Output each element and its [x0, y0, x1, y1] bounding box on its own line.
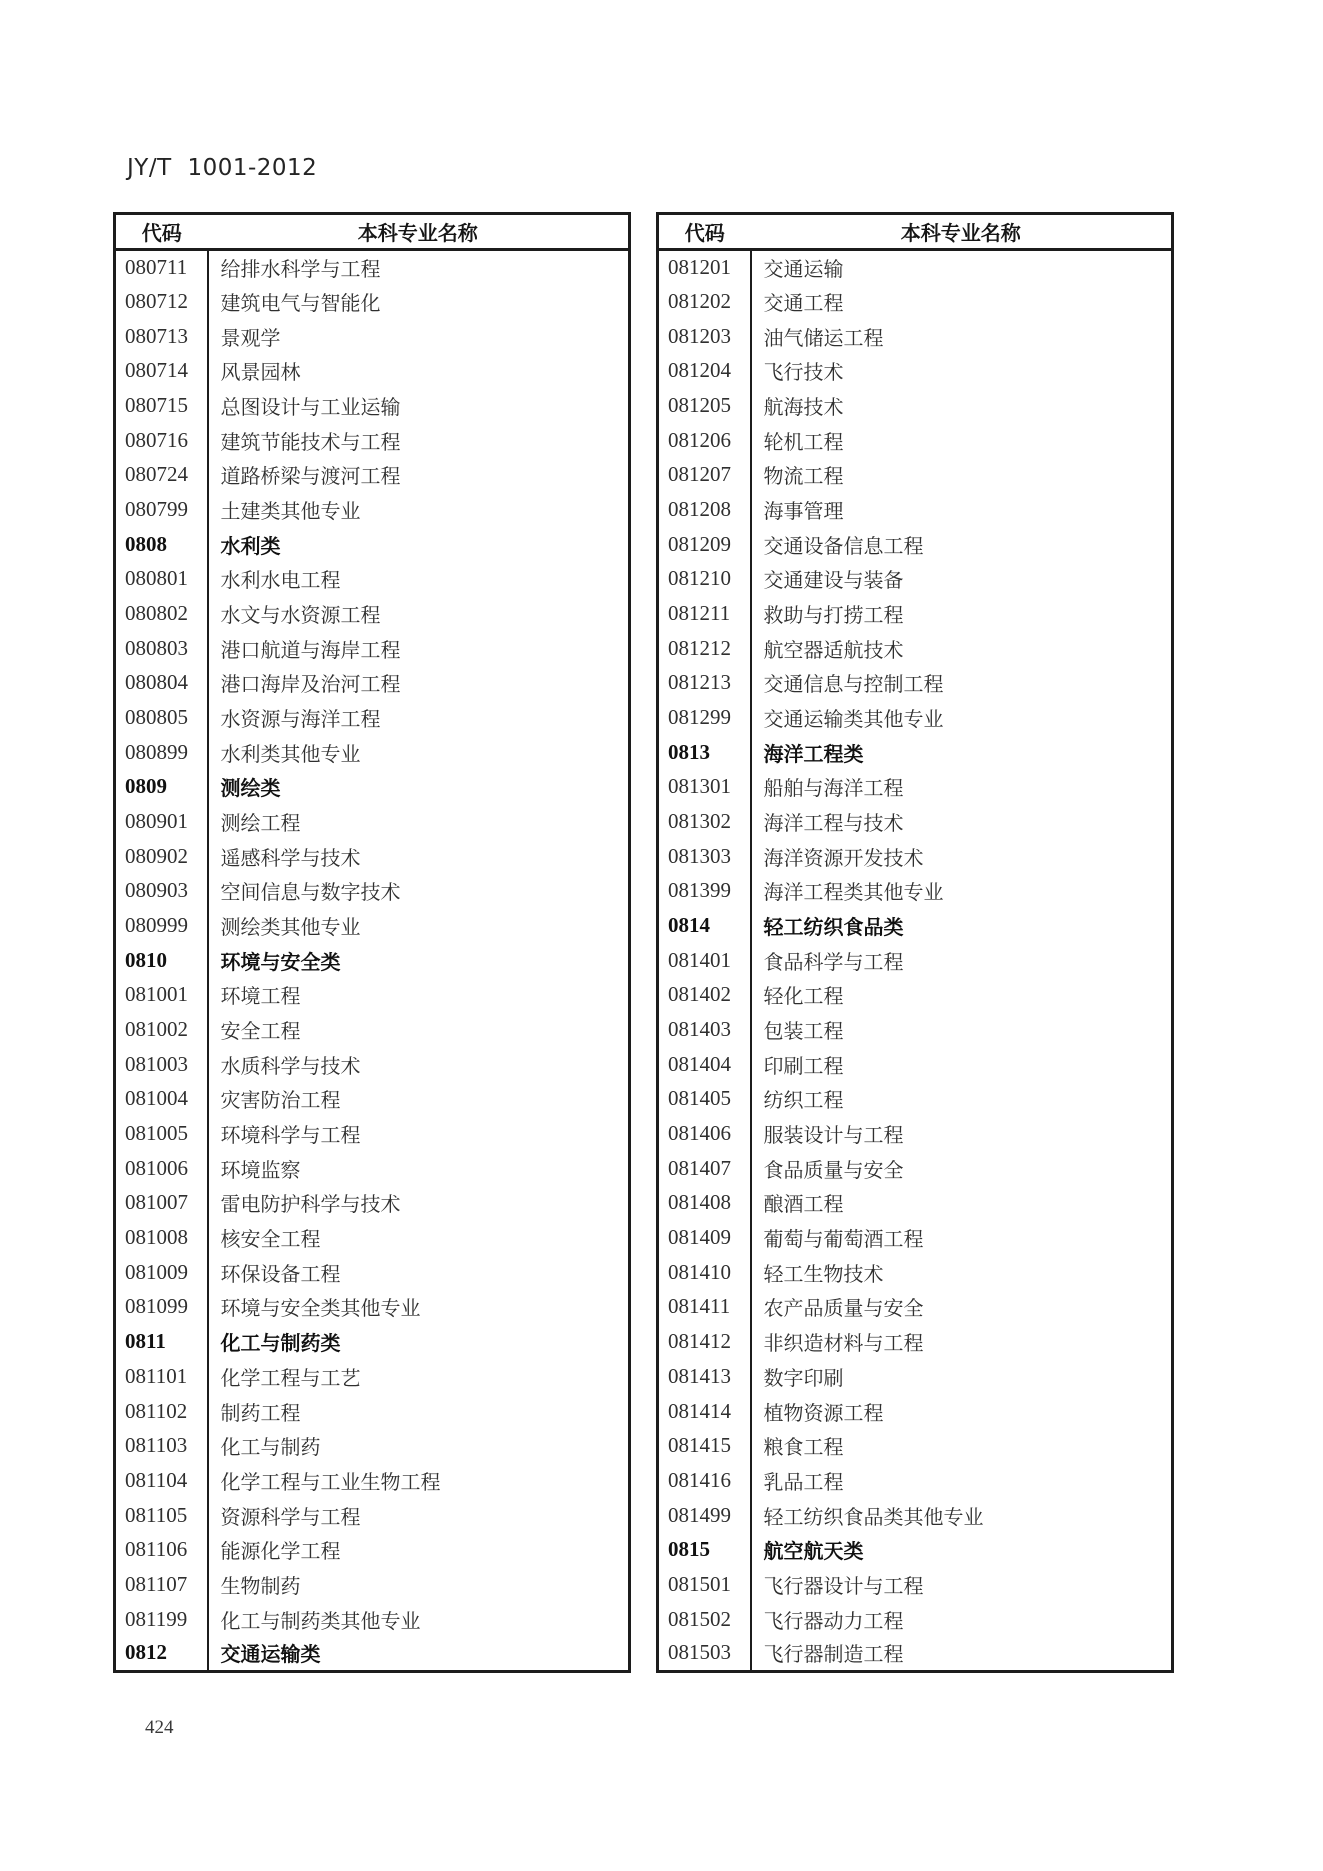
major-name-cell: 化学工程与工业生物工程: [220, 1471, 441, 1494]
table-header-row: [658, 214, 1173, 250]
majors-table-left: [113, 212, 631, 1673]
major-row: [115, 1567, 630, 1602]
major-code-cell: 080716: [115, 423, 208, 458]
major-name-cell: 航海技术: [763, 397, 844, 420]
major-code-cell: 080903: [115, 874, 208, 909]
major-name-cell: 交通信息与控制工程: [763, 674, 944, 697]
major-row: [115, 354, 630, 389]
major-row: [115, 284, 630, 319]
major-row: [658, 1012, 1173, 1047]
major-name-cell: 道路桥梁与渡河工程: [220, 466, 401, 489]
major-row: [115, 735, 630, 770]
major-name-cell: 航空航天类: [763, 1539, 864, 1564]
major-name-cell: 土建类其他专业: [220, 501, 361, 524]
major-row: [115, 388, 630, 423]
major-code-cell: 081001: [115, 978, 208, 1013]
major-code-cell: 0808: [115, 527, 208, 562]
major-row: [658, 770, 1173, 805]
major-name-cell: 救助与打捞工程: [763, 605, 904, 628]
major-row: [658, 700, 1173, 735]
major-code-cell: 080799: [115, 492, 208, 527]
major-name-cell: 水利类其他专业: [220, 743, 361, 766]
major-row: [658, 1567, 1173, 1602]
category-row: [115, 1324, 630, 1359]
major-code-cell: 081212: [658, 631, 751, 666]
name-column-header: 本科专业名称: [208, 214, 630, 250]
major-name-cell: 葡萄与葡萄酒工程: [763, 1229, 924, 1252]
major-name-cell: 轻工纺织食品类: [763, 915, 904, 940]
major-name-cell: 生物制药: [220, 1575, 301, 1598]
major-row: [658, 284, 1173, 319]
major-row: [115, 1151, 630, 1186]
major-row: [658, 319, 1173, 354]
major-code-cell: 081416: [658, 1463, 751, 1498]
major-code-cell: 081101: [115, 1359, 208, 1394]
major-code-cell: 081412: [658, 1324, 751, 1359]
major-name-cell: 化工与制药类: [220, 1331, 341, 1356]
major-row: [115, 804, 630, 839]
major-name-cell: 植物资源工程: [763, 1402, 884, 1425]
major-name-cell: 水文与水资源工程: [220, 605, 381, 628]
major-row: [658, 1324, 1173, 1359]
major-name-cell: 飞行器动力工程: [763, 1610, 904, 1633]
major-code-cell: 081502: [658, 1602, 751, 1637]
major-name-cell: 海洋工程类其他专业: [763, 882, 944, 905]
major-name-cell: 总图设计与工业运输: [220, 397, 401, 420]
major-code-cell: 081206: [658, 423, 751, 458]
category-row: [658, 908, 1173, 943]
major-name-cell: 核安全工程: [220, 1229, 321, 1252]
major-code-cell: 081413: [658, 1359, 751, 1394]
major-row: [658, 1255, 1173, 1290]
major-row: [115, 1220, 630, 1255]
major-code-cell: 081107: [115, 1567, 208, 1602]
major-row: [658, 1359, 1173, 1394]
major-name-cell: 食品科学与工程: [763, 951, 904, 974]
major-row: [115, 978, 630, 1013]
major-code-cell: 080901: [115, 804, 208, 839]
major-row: [658, 1047, 1173, 1082]
major-name-cell: 给排水科学与工程: [220, 259, 381, 282]
major-code-cell: 081411: [658, 1290, 751, 1325]
category-row: [115, 770, 630, 805]
major-row: [115, 1463, 630, 1498]
major-code-cell: 081103: [115, 1428, 208, 1463]
major-code-cell: 080804: [115, 666, 208, 701]
major-row: [115, 596, 630, 631]
major-row: [658, 631, 1173, 666]
major-code-cell: 080802: [115, 596, 208, 631]
major-code-cell: 081399: [658, 874, 751, 909]
major-code-cell: 080711: [115, 250, 208, 285]
major-code-cell: 081205: [658, 388, 751, 423]
major-name-cell: 酿酒工程: [763, 1194, 844, 1217]
major-row: [115, 1359, 630, 1394]
major-code-cell: 080803: [115, 631, 208, 666]
major-name-cell: 轻化工程: [763, 986, 844, 1009]
major-row: [658, 666, 1173, 701]
major-name-cell: 制药工程: [220, 1402, 301, 1425]
major-name-cell: 能源化学工程: [220, 1541, 341, 1564]
major-name-cell: 海洋资源开发技术: [763, 847, 924, 870]
major-row: [115, 1082, 630, 1117]
major-name-cell: 轻工纺织食品类其他专业: [763, 1506, 984, 1529]
major-name-cell: 灾害防治工程: [220, 1090, 341, 1113]
category-row: [658, 1532, 1173, 1567]
major-code-cell: 081409: [658, 1220, 751, 1255]
major-code-cell: 081213: [658, 666, 751, 701]
major-name-cell: 交通运输类: [220, 1642, 321, 1667]
major-row: [658, 1151, 1173, 1186]
majors-table-right: [656, 212, 1174, 1673]
major-code-cell: 081204: [658, 354, 751, 389]
major-name-cell: 环境科学与工程: [220, 1125, 361, 1148]
major-name-cell: 建筑电气与智能化: [220, 293, 381, 315]
major-name-cell: 风景园林: [220, 362, 301, 385]
major-name-cell: 化工与制药类其他专业: [220, 1610, 421, 1633]
major-row: [115, 458, 630, 493]
code-column-header: 代码: [658, 214, 751, 250]
major-row: [658, 1463, 1173, 1498]
major-code-cell: 081408: [658, 1186, 751, 1221]
major-code-cell: 0813: [658, 735, 751, 770]
major-row: [658, 1116, 1173, 1151]
table-header-row: [115, 214, 630, 250]
major-code-cell: 0810: [115, 943, 208, 978]
major-name-cell: 服装设计与工程: [763, 1125, 904, 1148]
major-row: [658, 874, 1173, 909]
major-name-cell: 化学工程与工艺: [220, 1367, 361, 1390]
page-number: 424: [145, 1717, 174, 1738]
major-code-cell: 081302: [658, 804, 751, 839]
major-row: [658, 839, 1173, 874]
major-code-cell: 081501: [658, 1567, 751, 1602]
major-row: [658, 250, 1173, 285]
major-name-cell: 水利类: [220, 533, 281, 558]
major-code-cell: 081099: [115, 1290, 208, 1325]
major-row: [115, 1428, 630, 1463]
major-code-cell: 080713: [115, 319, 208, 354]
major-name-cell: 测绘工程: [220, 813, 301, 836]
major-row: [658, 492, 1173, 527]
standard-number: JY/T 1001-2012: [127, 155, 318, 181]
category-row: [115, 1636, 630, 1671]
major-code-cell: 081299: [658, 700, 751, 735]
major-row: [115, 423, 630, 458]
major-row: [115, 1255, 630, 1290]
major-name-cell: 交通设备信息工程: [763, 535, 924, 558]
major-name-cell: 粮食工程: [763, 1437, 844, 1460]
major-row: [115, 1532, 630, 1567]
major-name-cell: 飞行器设计与工程: [763, 1575, 924, 1598]
major-code-cell: 080999: [115, 908, 208, 943]
major-code-cell: 081004: [115, 1082, 208, 1117]
major-name-cell: 船舶与海洋工程: [763, 778, 904, 801]
major-code-cell: 081002: [115, 1012, 208, 1047]
major-name-cell: 环境与安全类: [220, 949, 341, 974]
major-code-cell: 081301: [658, 770, 751, 805]
name-column-header: 本科专业名称: [751, 214, 1173, 250]
major-code-cell: 081402: [658, 978, 751, 1013]
major-name-cell: 遥感科学与技术: [220, 847, 361, 870]
major-code-cell: 081211: [658, 596, 751, 631]
major-code-cell: 080714: [115, 354, 208, 389]
major-code-cell: 0811: [115, 1324, 208, 1359]
major-row: [658, 1394, 1173, 1429]
major-row: [115, 874, 630, 909]
major-row: [115, 839, 630, 874]
major-code-cell: 081106: [115, 1532, 208, 1567]
major-code-cell: 081403: [658, 1012, 751, 1047]
major-code-cell: 081207: [658, 458, 751, 493]
major-code-cell: 081503: [658, 1636, 751, 1671]
major-code-cell: 081005: [115, 1116, 208, 1151]
major-code-cell: 0814: [658, 908, 751, 943]
major-code-cell: 081105: [115, 1498, 208, 1533]
major-name-cell: 环境监察: [220, 1159, 301, 1182]
major-name-cell: 纺织工程: [763, 1090, 844, 1113]
major-code-cell: 081008: [115, 1220, 208, 1255]
major-code-cell: 080715: [115, 388, 208, 423]
major-code-cell: 081009: [115, 1255, 208, 1290]
major-row: [115, 1290, 630, 1325]
major-code-cell: 081203: [658, 319, 751, 354]
major-row: [658, 354, 1173, 389]
major-row: [115, 1116, 630, 1151]
major-code-cell: 080712: [115, 284, 208, 319]
major-name-cell: 资源科学与工程: [220, 1506, 361, 1529]
major-row: [115, 666, 630, 701]
major-name-cell: 食品质量与安全: [763, 1159, 904, 1182]
major-code-cell: 081007: [115, 1186, 208, 1221]
major-name-cell: 测绘类: [220, 776, 281, 801]
major-code-cell: 080805: [115, 700, 208, 735]
major-code-cell: 080801: [115, 562, 208, 597]
major-name-cell: 轮机工程: [763, 431, 844, 454]
major-row: [115, 908, 630, 943]
category-row: [115, 527, 630, 562]
major-row: [658, 388, 1173, 423]
major-row: [658, 1290, 1173, 1325]
major-row: [115, 1394, 630, 1429]
major-name-cell: 轻工生物技术: [763, 1263, 884, 1286]
major-row: [658, 423, 1173, 458]
major-name-cell: 海洋工程类: [763, 741, 864, 766]
major-row: [115, 1602, 630, 1637]
major-code-cell: 081405: [658, 1082, 751, 1117]
major-name-cell: 物流工程: [763, 466, 844, 489]
code-column-header: 代码: [115, 214, 208, 250]
major-code-cell: 080724: [115, 458, 208, 493]
major-row: [115, 492, 630, 527]
major-name-cell: 雷电防护科学与技术: [220, 1194, 401, 1217]
major-row: [115, 1012, 630, 1047]
major-code-cell: 081104: [115, 1463, 208, 1498]
major-name-cell: 化工与制药: [220, 1437, 321, 1460]
major-row: [658, 1498, 1173, 1533]
major-code-cell: 081209: [658, 527, 751, 562]
major-code-cell: 081208: [658, 492, 751, 527]
major-row: [658, 978, 1173, 1013]
major-name-cell: 海事管理: [763, 501, 844, 524]
major-name-cell: 安全工程: [220, 1021, 301, 1044]
major-name-cell: 交通工程: [763, 293, 844, 315]
major-row: [658, 562, 1173, 597]
major-name-cell: 交通运输: [763, 259, 844, 282]
major-code-cell: 081499: [658, 1498, 751, 1533]
major-name-cell: 景观学: [220, 327, 281, 350]
major-row: [658, 458, 1173, 493]
major-row: [658, 804, 1173, 839]
major-code-cell: 081415: [658, 1428, 751, 1463]
major-code-cell: 0809: [115, 770, 208, 805]
major-code-cell: 081401: [658, 943, 751, 978]
major-row: [115, 319, 630, 354]
major-name-cell: 环保设备工程: [220, 1263, 341, 1286]
major-row: [658, 1602, 1173, 1637]
major-row: [115, 631, 630, 666]
major-code-cell: 081199: [115, 1602, 208, 1637]
major-code-cell: 081410: [658, 1255, 751, 1290]
major-name-cell: 港口海岸及治河工程: [220, 674, 401, 697]
major-row: [115, 1498, 630, 1533]
major-name-cell: 乳品工程: [763, 1471, 844, 1494]
major-row: [658, 596, 1173, 631]
major-name-cell: 水资源与海洋工程: [220, 709, 381, 732]
major-code-cell: 081406: [658, 1116, 751, 1151]
major-row: [658, 1636, 1173, 1671]
major-code-cell: 081102: [115, 1394, 208, 1429]
major-code-cell: 081404: [658, 1047, 751, 1082]
major-row: [658, 1428, 1173, 1463]
major-code-cell: 081210: [658, 562, 751, 597]
major-name-cell: 空间信息与数字技术: [220, 882, 401, 905]
major-name-cell: 数字印刷: [763, 1367, 844, 1390]
major-code-cell: 081003: [115, 1047, 208, 1082]
major-name-cell: 测绘类其他专业: [220, 917, 361, 940]
major-code-cell: 081006: [115, 1151, 208, 1186]
major-code-cell: 081202: [658, 284, 751, 319]
major-name-cell: 环境工程: [220, 986, 301, 1009]
major-name-cell: 水利水电工程: [220, 570, 341, 593]
major-name-cell: 印刷工程: [763, 1055, 844, 1078]
major-code-cell: 080899: [115, 735, 208, 770]
major-row: [658, 1186, 1173, 1221]
major-row: [115, 250, 630, 285]
major-name-cell: 航空器适航技术: [763, 639, 904, 662]
major-row: [658, 1082, 1173, 1117]
major-row: [658, 1220, 1173, 1255]
major-code-cell: 0815: [658, 1532, 751, 1567]
major-row: [115, 700, 630, 735]
major-name-cell: 环境与安全类其他专业: [220, 1298, 421, 1321]
major-code-cell: 081414: [658, 1394, 751, 1429]
major-name-cell: 飞行器制造工程: [763, 1644, 904, 1667]
major-name-cell: 建筑节能技术与工程: [220, 431, 401, 454]
major-name-cell: 飞行技术: [763, 362, 844, 385]
major-name-cell: 交通建设与装备: [763, 570, 904, 593]
major-row: [115, 562, 630, 597]
major-code-cell: 081201: [658, 250, 751, 285]
major-code-cell: 081407: [658, 1151, 751, 1186]
major-row: [115, 1047, 630, 1082]
major-row: [115, 1186, 630, 1221]
major-code-cell: 0812: [115, 1636, 208, 1671]
major-name-cell: 交通运输类其他专业: [763, 709, 944, 732]
major-name-cell: 包装工程: [763, 1021, 844, 1044]
major-row: [658, 527, 1173, 562]
major-row: [658, 943, 1173, 978]
major-name-cell: 油气储运工程: [763, 327, 884, 350]
major-name-cell: 水质科学与技术: [220, 1055, 361, 1078]
major-name-cell: 海洋工程与技术: [763, 813, 904, 836]
major-name-cell: 港口航道与海岸工程: [220, 639, 401, 662]
major-name-cell: 非织造材料与工程: [763, 1333, 924, 1356]
category-row: [658, 735, 1173, 770]
major-code-cell: 081303: [658, 839, 751, 874]
major-name-cell: 农产品质量与安全: [763, 1298, 924, 1321]
major-code-cell: 080902: [115, 839, 208, 874]
category-row: [115, 943, 630, 978]
